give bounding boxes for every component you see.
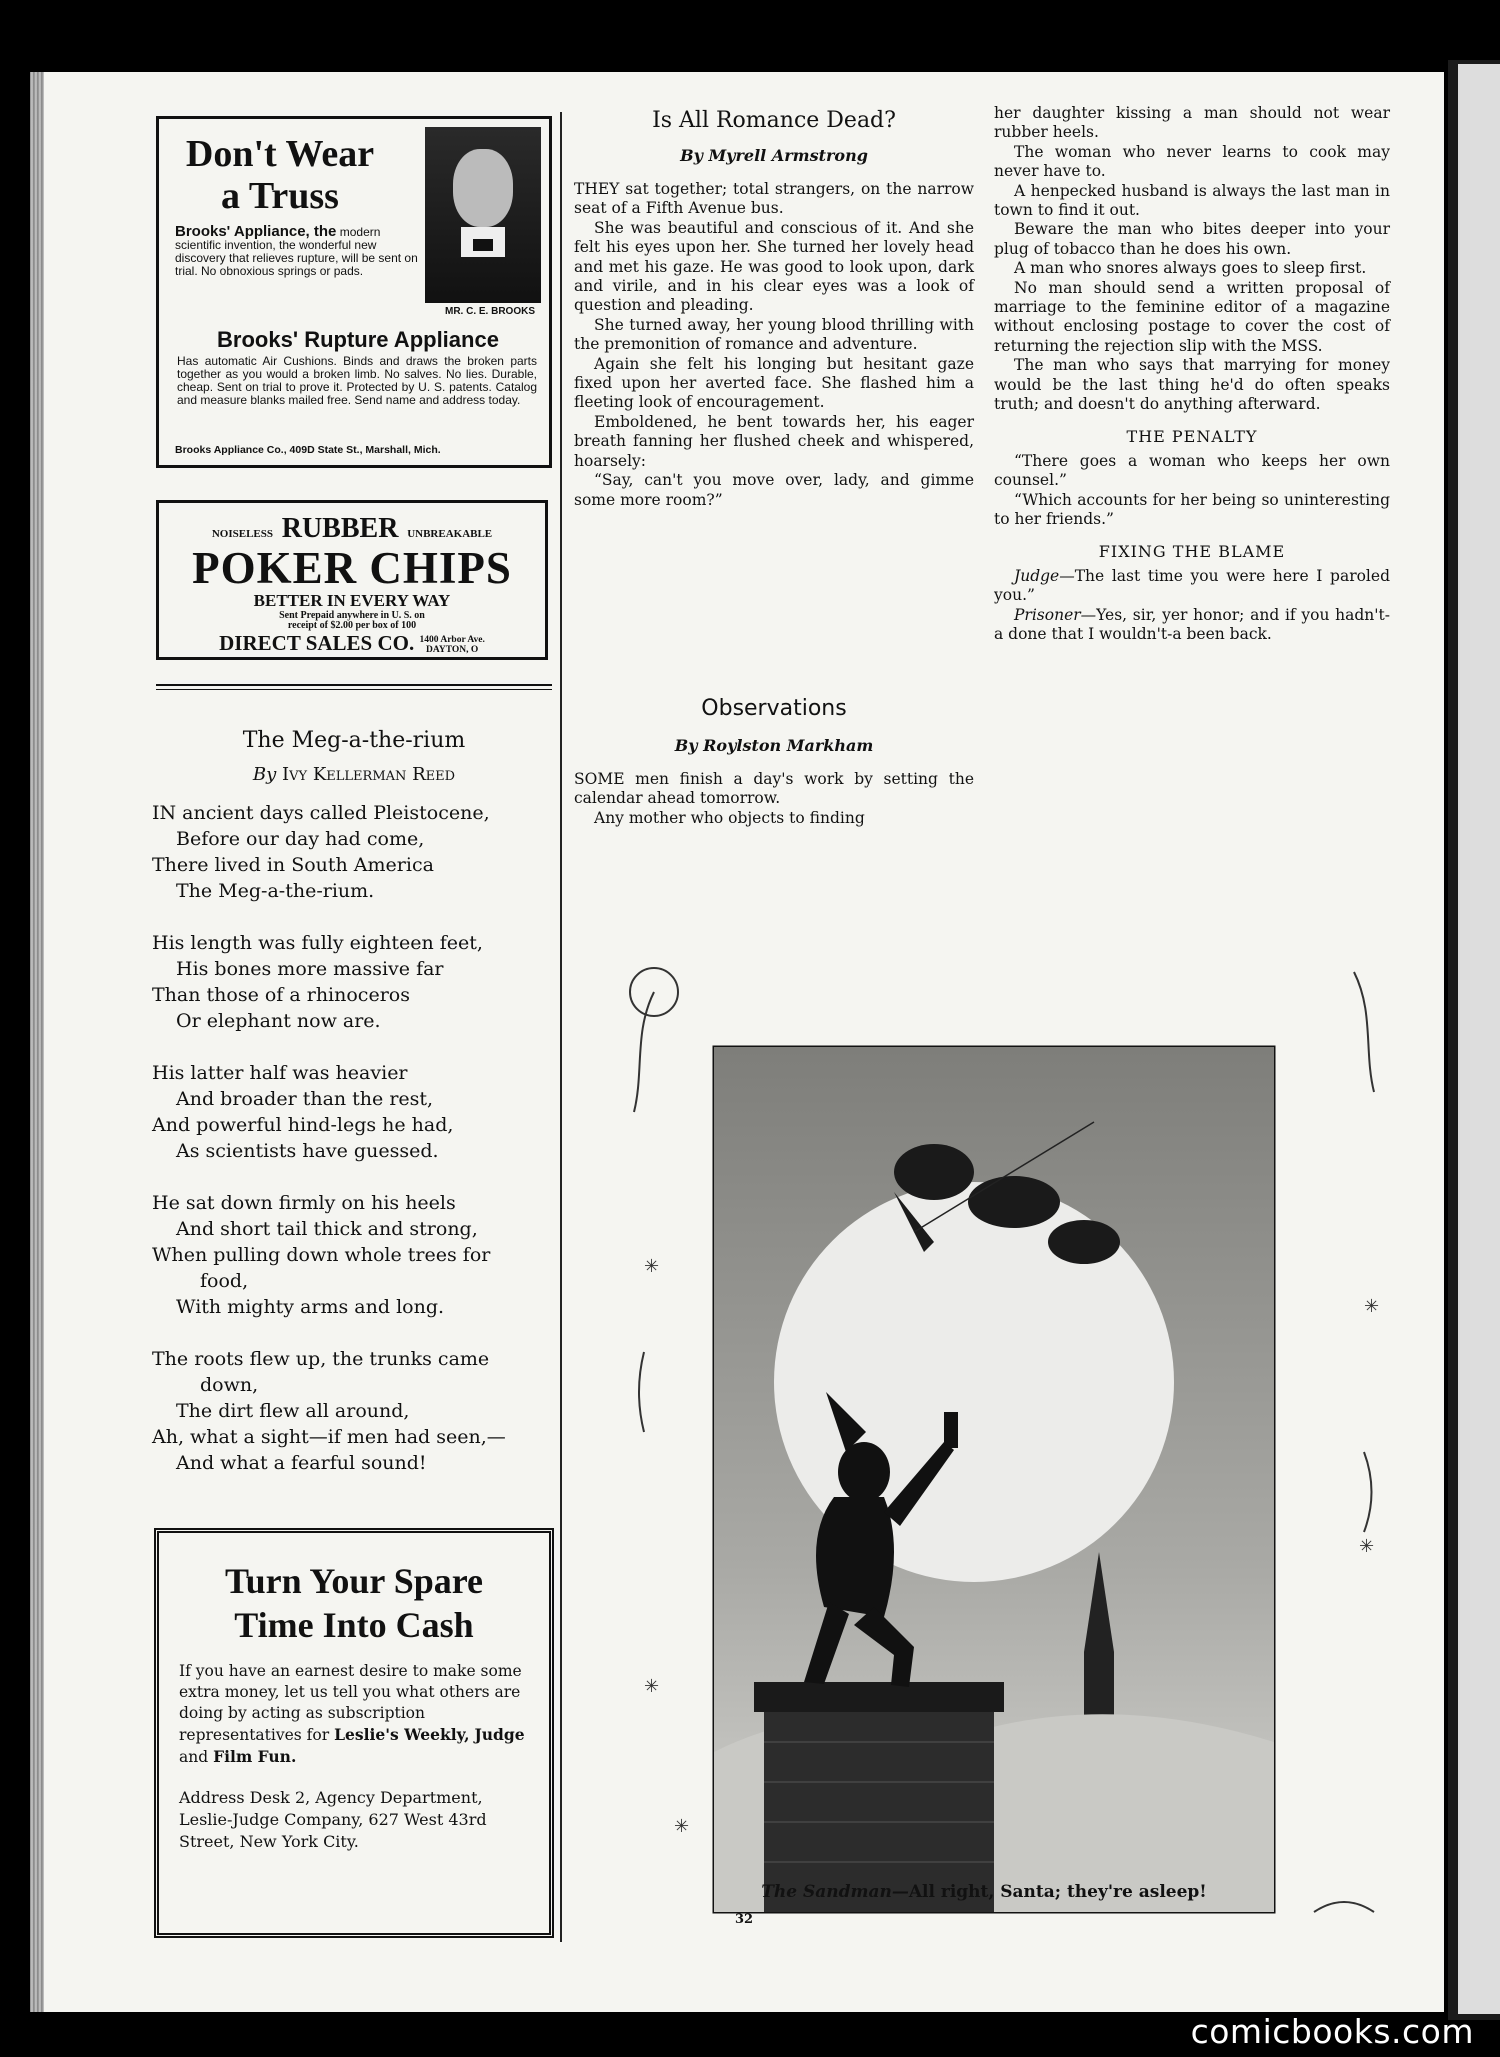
article-title: Is All Romance Dead?: [652, 108, 896, 133]
article-paragraph: Any mother who objects to finding: [594, 808, 865, 827]
truss-subhead: Brooks' Rupture Appliance: [217, 327, 499, 352]
column-divider: [560, 112, 562, 1942]
poem-line: The dirt flew all around,: [176, 1400, 410, 1422]
penalty-paragraph: “Which accounts for her being so uninteresting to her friends.”: [994, 490, 1390, 529]
poker-company-line: [159, 631, 545, 656]
article-paragraph: Beware the man who bites deeper into your plug of tobacco than he does his own.: [994, 220, 1390, 258]
truss-footer: Brooks Appliance Co., 409D State St., Marshall, Mich.: [175, 444, 441, 456]
cash-body-text: If you have an earnest desire to make some extra money, let us tell you what others are doing by acting as subscription representatives for: [179, 1662, 522, 1744]
poem-line: The roots flew up, the trunks came: [152, 1348, 490, 1370]
magazine-page: [44, 72, 1444, 2012]
article-paragraph: No man should send a written proposal of marriage to the feminine editor of a magazine without enclosing postage to cover the cost of returning the rejection slip with the MSS.: [994, 278, 1390, 355]
poem-by-label: By: [252, 764, 277, 785]
poem-stanza: [152, 1060, 558, 1164]
poem-byline: [156, 764, 552, 785]
blame-judge: [994, 567, 1390, 606]
cash-title: [159, 1559, 549, 1647]
brick-chimney: [764, 1692, 994, 1912]
poker-company: DIRECT SALES CO.: [219, 631, 415, 655]
cash-body: [179, 1661, 535, 1768]
svg-text:✳: ✳: [644, 1676, 660, 1697]
poker-post: UNBREAKABLE: [407, 528, 493, 540]
chimney-cap: [754, 1682, 1004, 1712]
article2-body-col2: [574, 770, 974, 828]
blame-heading: FIXING THE BLAME: [1098, 541, 1286, 561]
svg-text:✳: ✳: [1359, 1536, 1375, 1557]
section-rule: [156, 684, 552, 690]
penalty-paragraph: “There goes a woman who keeps her own counsel.”: [994, 451, 1390, 490]
poem-line: food,: [200, 1270, 249, 1292]
article-byline: By Roylston Markham: [674, 736, 874, 755]
ad-poker-chips: [156, 500, 548, 660]
ad-truss: [156, 116, 552, 468]
poem-line: There lived in South America: [152, 854, 434, 876]
caption-speaker: The Sandman—: [761, 1882, 909, 1902]
article-paragraph: “Say, can't you move over, lady, and gimme some more room?”: [574, 471, 974, 509]
cash-pub-judge: Judge: [474, 1725, 525, 1744]
article-paragraph: SOME men finish a day's work by setting the calendar ahead tomorrow.: [574, 770, 974, 808]
truss-photo-caption: MR. C. E. BROOKS: [444, 306, 535, 317]
article-paragraph: A man who snores always goes to sleep first.: [1014, 259, 1367, 278]
svg-text:✳: ✳: [644, 1256, 660, 1277]
cash-pub-filmfun: Film Fun.: [213, 1747, 297, 1766]
poem-line: Ah, what a sight—if men had seen,—: [152, 1426, 506, 1448]
poem-line: He sat down firmly on his heels: [152, 1192, 456, 1214]
poker-fine1: Sent Prepaid anywhere in U. S. on: [279, 610, 425, 621]
poker-line1: [159, 513, 545, 545]
poem-line: His length was fully eighteen feet,: [152, 932, 483, 954]
poem-line: And powerful hind-legs he had,: [152, 1114, 454, 1136]
poem-line: His bones more massive far: [176, 958, 444, 980]
poker-title: POKER CHIPS: [192, 543, 512, 593]
poem-line: Than those of a rhinoceros: [152, 984, 410, 1006]
portrait-bowtie: [473, 239, 493, 251]
poker-addr1: 1400 Arbor Ave.: [419, 635, 485, 646]
cash-address: Address Desk 2, Agency Department, Leslie-Judge Company, 627 West 43rd Street, New York City.: [179, 1788, 487, 1851]
poem-author: Ivy Kellerman Reed: [282, 764, 456, 785]
cash-title-line1: Turn Your Spare: [224, 1561, 484, 1601]
poem-line: IN ancient days called Pleistocene,: [152, 802, 490, 824]
truss-headline: Don't Wear a Truss: [185, 133, 375, 217]
poem-line: The Meg-a-the-rium.: [176, 880, 375, 902]
judge-text: The last time you were here I paroled you.”: [994, 566, 1390, 605]
poem-line: And broader than the rest,: [176, 1088, 434, 1110]
article-paragraph: She was beautiful and conscious of it. And she felt his eyes upon her. She turned her lovely head and met his gaze. He was good to look upon, dark and virile, and in his clear eyes was a look of question and pleading.: [574, 218, 974, 315]
poem-line: His latter half was heavier: [152, 1062, 408, 1084]
poem-body: [152, 800, 558, 1502]
poem-line: Or elephant now are.: [176, 1010, 381, 1032]
poker-rubber: RUBBER: [281, 513, 399, 544]
poker-addr2: DAYTON, O: [426, 645, 479, 656]
penalty-heading: THE PENALTY: [1126, 426, 1258, 446]
site-watermark: comicbooks.com: [1190, 2012, 1474, 2051]
article-paragraph: Emboldened, he bent towards her, his eager breath fanning her flushed cheek and whispered, hoarsely:: [574, 412, 974, 470]
article2-body-col3: [994, 104, 1390, 645]
poker-tagline: BETTER IN EVERY WAY: [253, 591, 451, 610]
article-paragraph: The man who says that marrying for money would be the last thing he'd do often speaks truth; and doesn't do anything afterward.: [994, 356, 1390, 414]
illustration-caption: [574, 1882, 1394, 1902]
truss-intro-body: modern scientific invention, the wonderful new discovery that relieves rupture, will be sent on trial. No obnoxious springs or pads.: [175, 225, 418, 278]
article1-body: [574, 180, 974, 510]
poem-stanza: [152, 1190, 558, 1320]
poem-line: When pulling down whole trees for: [152, 1244, 491, 1266]
poem-stanza: [152, 930, 558, 1034]
cash-pub-leslies: Leslie's Weekly,: [334, 1725, 470, 1744]
poem-stanza: [152, 800, 558, 904]
poem-line: And what a fearful sound!: [176, 1452, 427, 1474]
poker-fine2: receipt of $2.00 per box of 100: [287, 620, 417, 631]
article-paragraph: THEY sat together; total strangers, on the narrow seat of a Fifth Avenue bus.: [574, 180, 974, 218]
truss-body: Has automatic Air Cushions. Binds and draws the broken parts together as you would a broken limb. No salves. No lies. Durable, cheap. Sent on trial to prove it. Protected by U. S. patents. Catalog and measure blanks mailed free. Send name and address today.: [177, 354, 537, 407]
article-title: Observations: [701, 696, 847, 721]
cash-title-line2: Time Into Cash: [234, 1605, 474, 1645]
judge-label: Judge—: [1014, 566, 1075, 585]
page-number: 32: [734, 1912, 754, 1927]
poem-line: Before our day had come,: [176, 828, 425, 850]
ad-spare-time-cash: [154, 1528, 554, 1938]
prisoner-label: Prisoner—: [1014, 605, 1097, 624]
brooks-portrait-image: [425, 127, 541, 303]
article-byline: By Myrell Armstrong: [680, 146, 868, 165]
article-paragraph: The woman who never learns to cook may never have to.: [994, 142, 1390, 181]
svg-text:✳: ✳: [1364, 1296, 1380, 1317]
blame-prisoner: [994, 606, 1390, 645]
poem-line: As scientists have guessed.: [176, 1140, 439, 1162]
truss-intro: [175, 225, 427, 278]
poem-line: And short tail thick and strong,: [176, 1218, 478, 1240]
poem-stanza: [152, 1346, 558, 1476]
poem-title: The Meg-a-the-rium: [242, 728, 466, 753]
poem-line: down,: [200, 1374, 259, 1396]
caption-text: All right, Santa; they're asleep!: [908, 1882, 1207, 1902]
poem-line: With mighty arms and long.: [176, 1296, 445, 1318]
truss-intro-lead: Brooks' Appliance, the: [175, 223, 337, 240]
svg-text:✳: ✳: [674, 1816, 690, 1837]
portrait-face: [453, 149, 513, 227]
poker-address: [419, 635, 484, 655]
sandman-illustration: [614, 952, 1384, 1952]
article-paragraph: her daughter kissing a man should not wear rubber heels.: [994, 104, 1390, 142]
article-paragraph: A henpecked husband is always the last man in town to find it out.: [994, 181, 1390, 220]
cash-and: and: [179, 1748, 209, 1766]
article-paragraph: She turned away, her young blood thrilling with the premonition of romance and adventure.: [574, 315, 974, 354]
article-paragraph: Again she felt his longing but hesitant gaze fixed upon her averted face. She flashed him a fleeting look of encouragement.: [574, 354, 974, 412]
poker-pre: NOISELESS: [211, 528, 273, 540]
prisoner-text: Yes, sir, yer honor; and if you hadn't-a done that I wouldn't-a been back.: [994, 605, 1390, 644]
next-page-sliver: [1458, 64, 1500, 2014]
